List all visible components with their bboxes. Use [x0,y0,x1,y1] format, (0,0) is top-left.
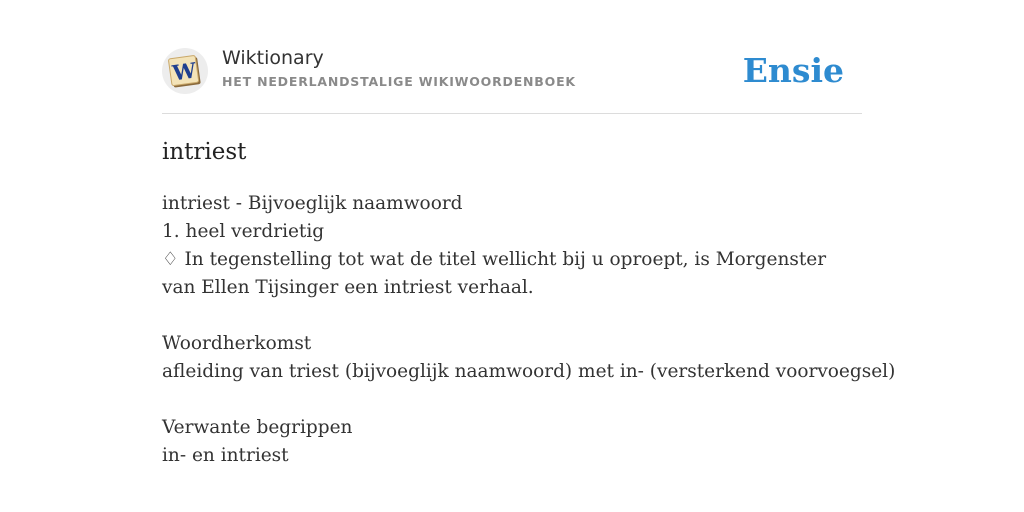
related-text: in- en intriest [162,445,289,466]
page-title: intriest [162,139,247,165]
related-heading: Verwante begrippen [162,417,353,438]
etymology-text: afleiding van triest (bijvoeglijk naamwoord) met in- (versterkend voorvoegsel) [162,361,896,382]
site-header [162,46,862,114]
etymology-heading: Woordherkomst [162,333,312,354]
section-spacer [162,302,862,330]
entry-content [162,190,896,470]
site-tagline: HET NEDERLANDSTALIGE WIKIWOORDENBOEK [222,74,576,89]
definition-text: 1. heel verdrietig [162,221,325,242]
ensie-brand-link[interactable]: Ensie [742,51,844,90]
site-name[interactable]: Wiktionary [222,47,324,69]
wiktionary-logo-icon[interactable] [162,48,208,94]
logo-letter: W [170,57,198,86]
example-sentence: ♢ In tegenstelling tot wat de titel wellicht bij u oproept, is Morgenster van Ellen Tijsinger een intriest verhaal. [162,249,827,298]
section-spacer [162,386,862,414]
logo-tile-graphic [162,48,208,94]
definition-heading: intriest - Bijvoeglijk naamwoord [162,193,463,214]
